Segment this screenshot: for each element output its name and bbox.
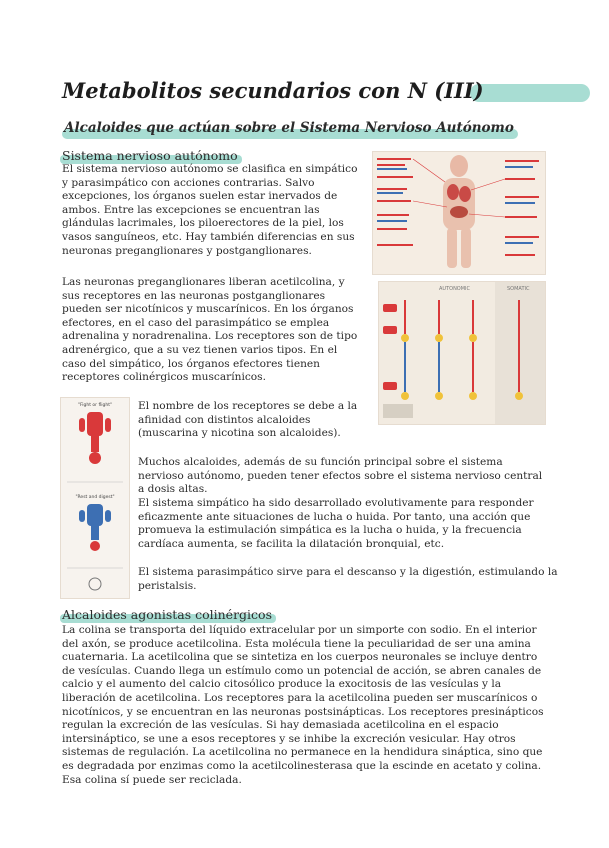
paragraph-sna-4: Muchos alcaloides, además de su función principal sobre el sistema nervioso autónomo, pueden tener efectos sobre el sistema nervioso central a dosis altas. bbox=[138, 456, 543, 496]
label-autonomic: AUTONOMIC bbox=[439, 286, 471, 292]
section-heading-agonistas: Alcaloides agonistas colinérgicos bbox=[62, 607, 272, 622]
autonomic-body-diagram bbox=[372, 151, 546, 275]
paragraph-sna-3: El nombre de los receptores se debe a la afinidad con distintos alcaloides (muscarina y nicotina son alcaloides). bbox=[138, 400, 358, 440]
section-heading-sna: Sistema nervioso autónomo bbox=[62, 148, 238, 163]
paragraph-sna-6: El sistema parasimpático sirve para el descanso y la digestión, estimulando la peristalsis. bbox=[138, 566, 558, 592]
label-somatic: SOMATIC bbox=[507, 286, 530, 292]
title-block bbox=[62, 78, 542, 112]
paragraph-sna-1: El sistema nervioso autónomo se clasifica en simpático y parasimpático con acciones contrarias. Salvo excepciones, los órganos suelen estar inervados de ambos. Entre las excepciones se encuentran las glándulas lacrimales, los piloerectores de la piel, los vasos sanguíneos, etc. Hay también diferencias en sus neuronas preganglionares y postganglionares. bbox=[62, 163, 358, 257]
title-highlight bbox=[470, 84, 590, 102]
receptors-diagram bbox=[60, 397, 130, 599]
label-rest-digest: "Rest and digest" bbox=[75, 495, 115, 500]
label-fight-flight: "Fight or flight" bbox=[77, 403, 113, 408]
paragraph-sna-5: El sistema simpático ha sido desarrollado evolutivamente para responder eficazmente ante situaciones de lucha o huida. Por tanto, una acción que promueva la estimulación simpática es la lucha o huida, y la frecuencia cardíaca aumenta, se facilita la dilatación bronquial, etc. bbox=[138, 497, 534, 550]
page-title: Metabolitos secundarios con N (III) bbox=[62, 78, 484, 103]
paragraph-agonistas-1: La colina se transporta del líquido extracelular por un simporte con sodio. En el interior del axón, se produce acetilcolina. Esta molécula tiene la peculiaridad de ser una amina cuaternaria. La acetilcolina que se sintetiza en los cuerpos neuronales se incluye dentro de vesículas. Cuando llega un estímulo como un potencial de acción, se abren canales de calcio y el aumento del calcio citosólico produce la exocitosis de las vesículas y la liberación de acetilcolina. Los receptores para la acetilcolina pueden ser muscarínicos o nicotínicos, y se encuentran en las neuronas postsinápticas. Los receptores presinápticos regulan la excreción de las vesículas. Si hay demasiada acetilcolina en el espacio intersináptico, se une a esos receptores y se inhibe la excreción vesicular. Hay otros sistemas de regulación. La acetilcolina no permanece en la hendidura sináptica, sino que es degradada por enzimas como la acetilcolinesterasa que la escinde en acetato y colina. Esa colina sí puede ser reciclada. bbox=[62, 624, 544, 786]
page-subtitle: Alcaloides que actúan sobre el Sistema Nervioso Autónomo bbox=[64, 120, 514, 136]
paragraph-sna-2: Las neuronas preganglionares liberan acetilcolina, y sus receptores en las neuronas postganglionares pueden ser nicotínicos y muscarínicos. En los órganos efectores, en el caso del parasimpático se emplea adrenalina y noradrenalina. Los receptores son de tipo adrenérgico, que a su vez tienen varios tipos. En el caso del simpático, los órganos efectores tienen receptores colinérgicos muscarínicos. bbox=[62, 276, 358, 384]
subtitle-block bbox=[62, 120, 522, 142]
autonomic-somatic-neuron-diagram bbox=[378, 281, 546, 425]
